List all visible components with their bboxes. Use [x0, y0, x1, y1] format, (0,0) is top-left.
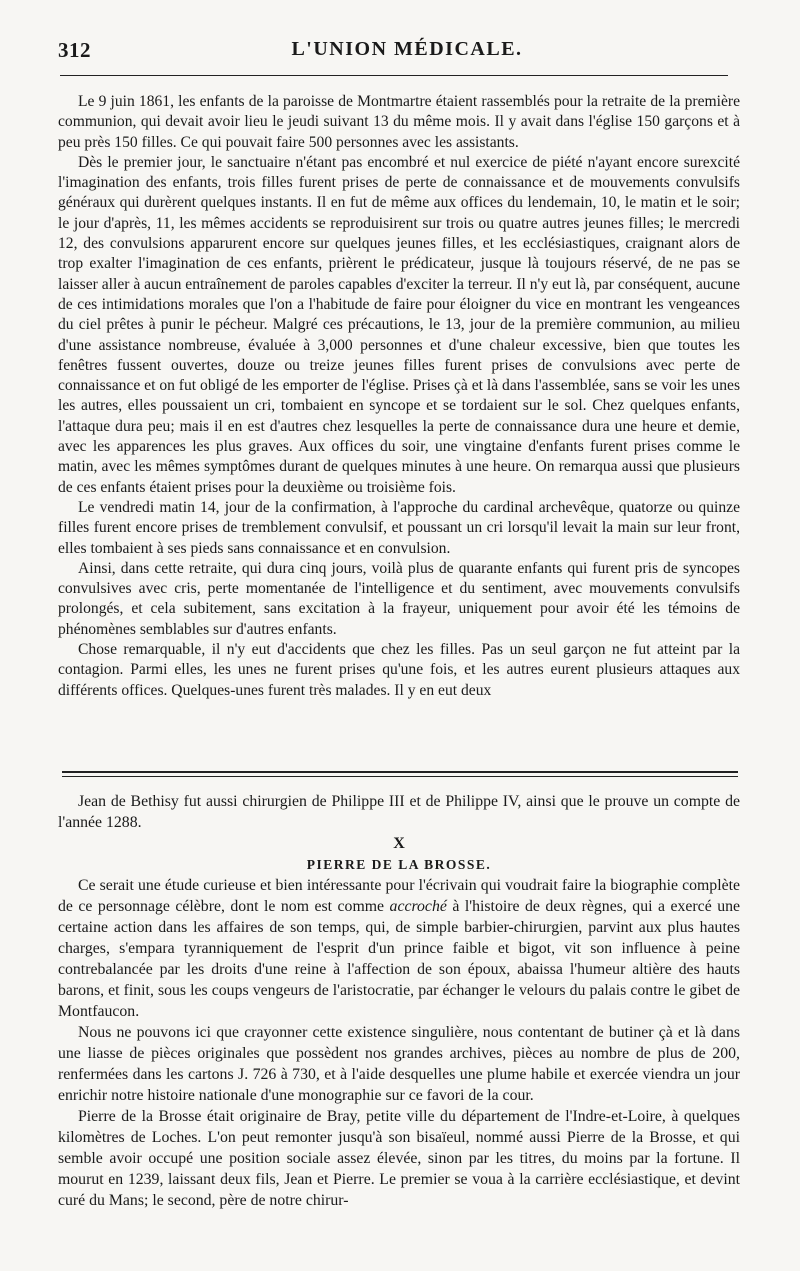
text-run: à l'histoire de deux règnes, qui a exercé une certaine action dans les affaires de son temps, qui, de simple barbier-chirurgien, parvint aux plus hautes charges, s'empara tyranniquement de l'esprit d'un prince faible et bigot, vit son influence à peine contrebalancée par les droits d'une reine à l'affection de son époux, abaissa l'humeur altière des hauts barons, et finit, sous les coups vengeurs de l'aristocratie, par échanger le velours du palais contre le gibet de Montfaucon.: [58, 898, 741, 1020]
page-number: 312: [58, 38, 91, 62]
header-rule: [60, 75, 728, 76]
italic-word: accroché: [389, 898, 447, 915]
paragraph: Dès le premier jour, le sanctuaire n'étant pas encombré et nul exercice de piété n'ayant encore surexcité l'imagination des enfants, trois filles furent prises de perte de connaissance et de mouvements convulsifs généraux qui durèrent quelques instants. Il en fut de même aux offices du lendemain, 10, le matin et le soir; le jour d'après, 11, les mêmes accidents se reproduisirent sur trois ou quatre autres jeunes filles; le mercredi 12, des convulsions apparurent encore sur quelques jeunes filles, et les ecclésiastiques, craignant alors de trop exalter l'imagination de ces enfants, prièrent le prédicateur, jusque là toujours réservé, de ne pas se laisser aller à aucun entraînement de paroles capables d'exciter la terreur. Il n'y eut là, par conséquent, aucune de ces intimidations morales que l'on a l'habitude de faire pour éloigner du vice en montrant les vengeances du ciel prêtes à punir le pécheur. Malgré ces précautions, le 13, jour de la première communion, au milieu d'une assistance nombreuse, évaluée à 3,000 personnes et d'une chaleur excessive, bien que toutes les fenêtres fussent ouvertes, douze ou treize jeunes filles furent prises de convulsions avec perte de connaissance et on fut obligé de les emporter de l'église. Prises çà et là dans l'assemblée, sans se voir les unes les autres, elles poussaient un cri, tombaient en syncope et se tordaient sur le sol. Chez quelques enfants, l'attaque dura peu; mais il en est d'autres chez lesquelles la perte de connaissance dura une heure et demie, avec les apparences les plus graves. Aux offices du soir, une vingtaine d'enfants furent prises comme le matin, avec les mêmes symptômes durant de quelques minutes à une heure. On remarqua aussi que plusieurs de ces enfants étaient prises pour la deuxième ou troisième fois.: [58, 153, 741, 496]
running-head: [58, 38, 756, 68]
paragraph: Pierre de la Brosse était originaire de Bray, petite ville du département de l'Indre-et-Loire, à quelques kilomètres de Loches. L'on peut remonter jusqu'à son bisaïeul, nommé aussi Pierre de la Brosse, et qui semble avoir occupé une position sociale assez élevée, sinon par les titres, du moins par la fortune. Il mourut en 1239, laissant deux fils, Jean et Pierre. Le premier se voua à la carrière ecclésiastique, et devint curé du Mans; le second, père de notre chirur-: [58, 1108, 740, 1209]
paragraph: Chose remarquable, il n'y eut d'accidents que chez les filles. Pas un seul garçon ne fut atteint par la contagion. Parmi elles, les unes ne furent prises qu'une fois, et les autres eurent plusieurs attaques aux différents offices. Quelques-unes furent très malades. Il y en eut deux: [58, 641, 740, 699]
intro-paragraph: Jean de Bethisy fut aussi chirurgien de Philippe III et de Philippe IV, ainsi que le prouve un compte de l'année 1288.: [58, 793, 740, 831]
paragraph: [58, 875, 740, 1022]
section-divider: [62, 771, 738, 777]
journal-title: L'UNION MÉDICALE.: [291, 38, 523, 60]
text-run: Ce serait une étude curieuse et bien intéressante pour l'écrivain qui voudrait faire la biographie complète de ce personnage célèbre, dont le nom est comme: [58, 877, 740, 915]
feuilleton: [58, 791, 740, 1211]
paragraph: Le vendredi matin 14, jour de la confirmation, à l'approche du cardinal archevêque, quatorze ou quinze filles furent encore prises de tremblement convulsif, et poussant un cri lorsqu'il levait la main sur leur front, elles tombaient à ses pieds sans connaissance et en convulsion.: [58, 498, 740, 557]
section-title: PIERRE DE LA BROSSE.: [306, 857, 492, 872]
paragraph: Ainsi, dans cette retraite, qui dura cinq jours, voilà plus de quarante enfants qui furent pris de syncopes convulsives avec cris, perte momentanée de l'intelligence et du sentiment, avec mouvements convulsifs prolongés, et cela subitement, sans excitation à la frayeur, uniquement pour avoir été les témoins de phénomènes semblables sur d'autres enfants.: [58, 559, 740, 638]
paragraph: Nous ne pouvons ici que crayonner cette existence singulière, nous contentant de butiner çà et là dans une liasse de pièces originales que possèdent nos grandes archives, pièces au nombre de plus de 200, renfermées dans les cartons J. 726 à 730, et à l'aide desquelles une plume habile et exercée viendra un jour enrichir notre histoire nationale d'une monographie sur ce favori de la cour.: [58, 1024, 740, 1104]
section-number: X: [393, 835, 405, 852]
paragraph: Le 9 juin 1861, les enfants de la paroisse de Montmartre étaient rassemblés pour la retraite de la première communion, qui devait avoir lieu le jeudi suivant 13 du même mois. Il y avait dans l'église 150 garçons et à peu près 150 filles. Ce qui pouvait faire 500 personnes avec les assistants.: [58, 93, 740, 151]
article-continuation: [58, 92, 740, 701]
